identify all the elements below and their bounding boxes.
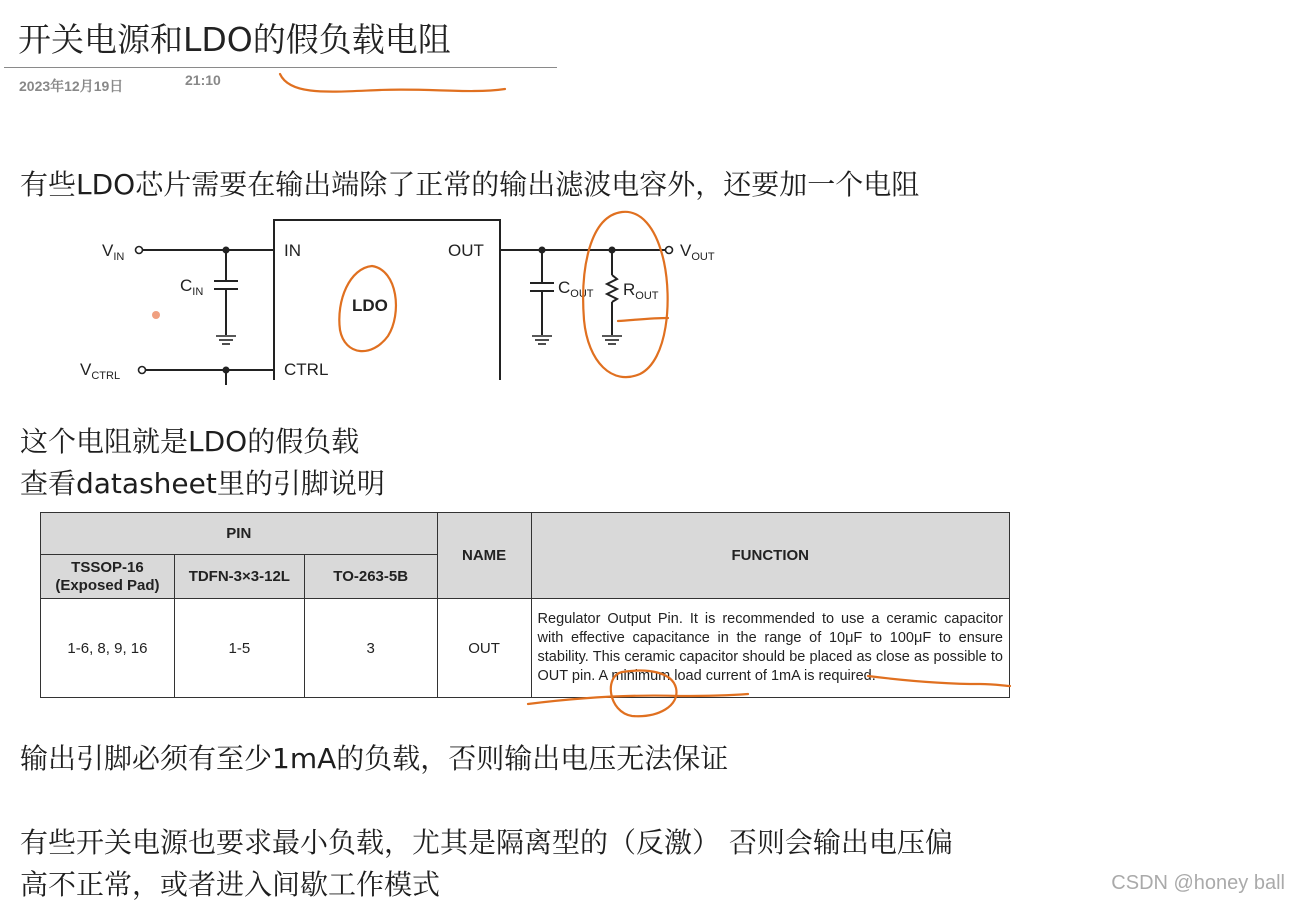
pin-ctrl-label: CTRL: [284, 360, 329, 379]
intro-paragraph: 有些LDO芯片需要在输出端除了正常的输出滤波电容外，还要加一个电阻: [20, 168, 920, 201]
vctrl-subscript: CTRL: [91, 370, 121, 382]
title-underline-stroke: [280, 74, 505, 92]
rout-subscript: OUT: [635, 290, 659, 302]
vin-label: V: [102, 241, 114, 260]
pin-group-header: PIN: [41, 513, 438, 555]
ldo-circuit-diagram: [70, 205, 770, 385]
svg-text:CIN: [180, 276, 203, 298]
pin-description-table: [40, 512, 1010, 698]
tdfn-cell: 1-5: [174, 599, 304, 698]
ldo-chip-label: LDO: [352, 296, 388, 315]
cout-label: C: [558, 278, 571, 297]
function-cell: Regulator Output Pin. It is recommended to use a ceramic capacitor with effective capacitance in the range of 10μF to 100μF to ensure stability. This ceramic capacitor should be placed as close as possible to OUT pin. A minimum load current of 1mA is required.: [531, 599, 1009, 698]
tssop-header-line2: (Exposed Pad): [55, 576, 160, 594]
svg-text:VCTRL: [80, 360, 120, 382]
datasheet-text: 查看datasheet里的引脚说明: [20, 467, 385, 500]
cin-label: C: [180, 276, 193, 295]
cout-subscript: OUT: [570, 288, 594, 300]
tssop-cell: 1-6, 8, 9, 16: [41, 599, 175, 698]
svg-text:COUT: [558, 278, 594, 300]
svg-text:VIN: [102, 241, 124, 263]
vout-subscript: OUT: [691, 251, 715, 263]
tssop-header: [41, 555, 175, 599]
svg-text:VOUT: [680, 241, 715, 263]
pin-in-label: IN: [284, 241, 301, 260]
vout-label: V: [680, 241, 692, 260]
page-title: 开关电源和LDO的假负载电阻: [18, 20, 451, 59]
vin-subscript: IN: [113, 251, 125, 263]
to263-header: TO-263-5B: [304, 555, 437, 599]
tssop-header-line1: TSSOP-16: [71, 558, 144, 576]
post-date: 2023年12月19日: [19, 78, 124, 94]
to263-cell: 3: [304, 599, 437, 698]
tdfn-header: TDFN-3×3-12L: [174, 555, 304, 599]
name-header: NAME: [437, 513, 531, 599]
pin-out-label: OUT: [448, 241, 484, 260]
switching-text-line1: 有些开关电源也要求最小负载，尤其是隔离型的（反激） 否则会输出电压偏: [20, 826, 953, 859]
switching-text-line2: 高不正常，或者进入间歇工作模式: [20, 868, 441, 901]
function-header: FUNCTION: [531, 513, 1009, 599]
csdn-watermark: CSDN @honey ball: [1111, 872, 1285, 894]
rout-label: R: [623, 280, 636, 299]
min-load-text: 输出引脚必须有至少1mA的负载，否则输出电压无法保证: [20, 742, 729, 775]
name-cell: OUT: [437, 599, 531, 698]
post-time: 21:10: [185, 72, 221, 88]
table-row: [41, 599, 1010, 698]
cin-subscript: IN: [192, 286, 204, 298]
svg-text:ROUT: [623, 280, 659, 302]
title-divider: [4, 67, 557, 68]
fake-load-text: 这个电阻就是LDO的假负载: [20, 425, 360, 458]
vctrl-label: V: [80, 360, 92, 379]
